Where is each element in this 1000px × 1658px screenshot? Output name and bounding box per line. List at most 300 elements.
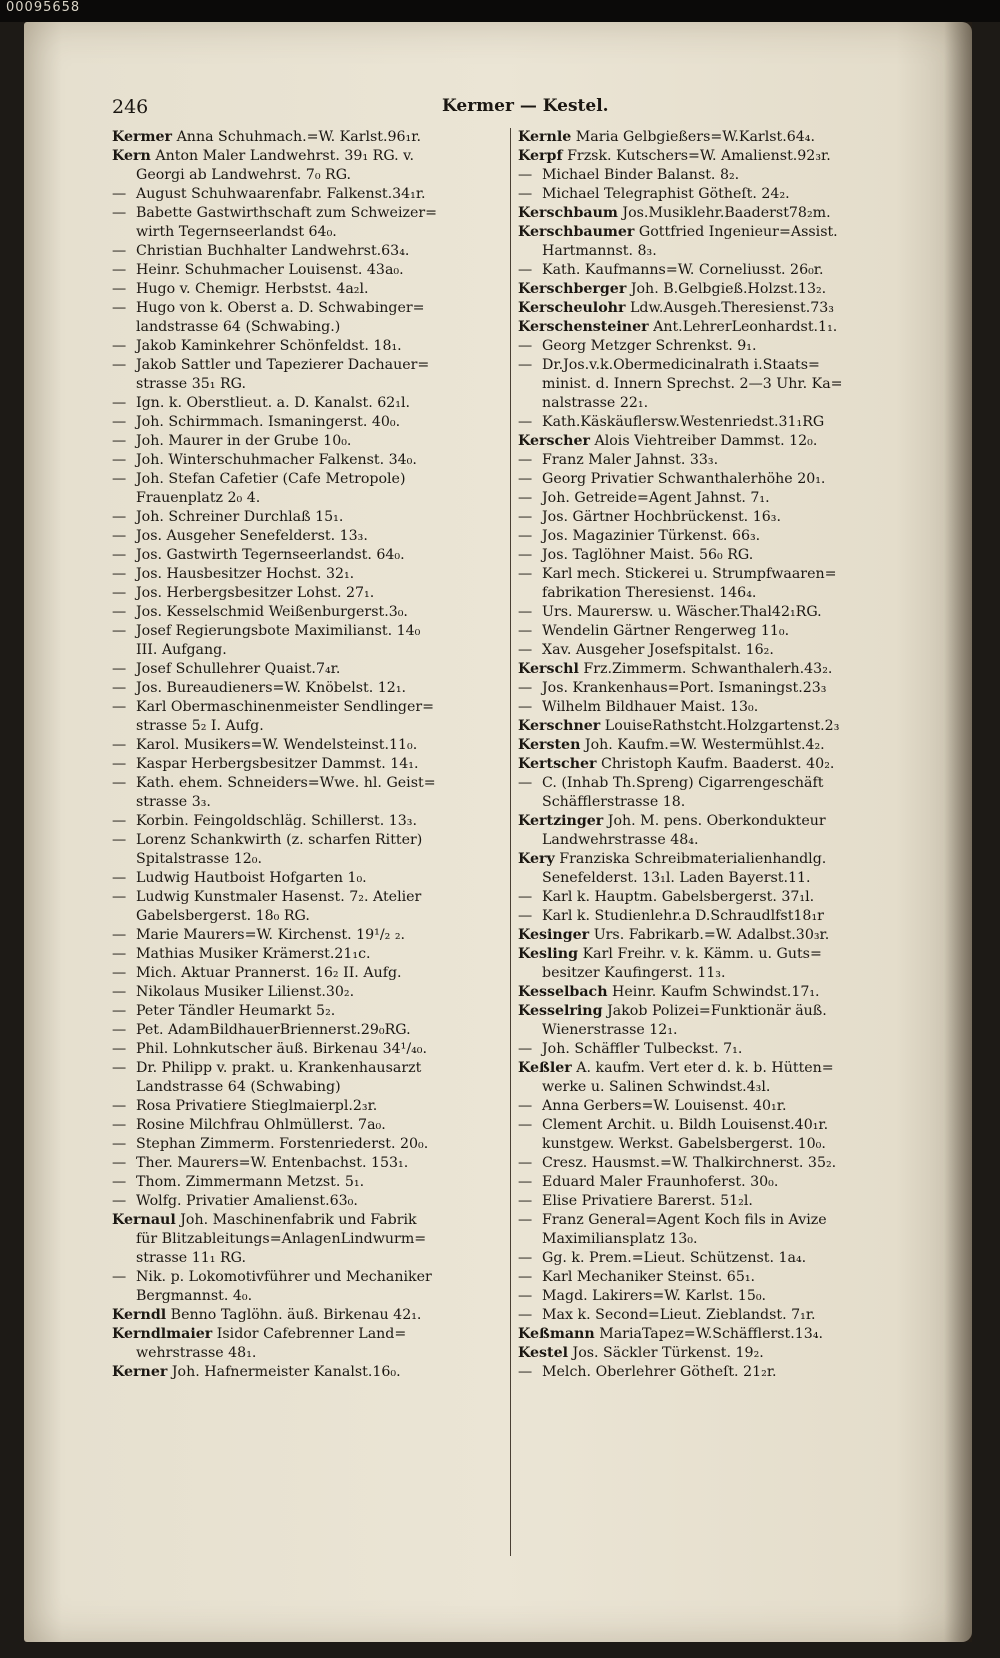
directory-entry: [518, 147, 898, 166]
entry-line: [112, 432, 492, 451]
ditto-dash: —: [518, 1212, 533, 1228]
directory-entry: [518, 755, 898, 774]
entry-line: [518, 1363, 898, 1382]
entry-line: [112, 755, 492, 774]
entry-line: [112, 964, 492, 983]
directory-entry: [518, 356, 898, 413]
entry-text: Eduard Maler Fraunhoferst. 30₀.: [542, 1174, 779, 1190]
entry-text: Lorenz Schankwirth (z. scharfen Ritter): [136, 832, 423, 848]
entry-text: Phil. Lohnkutscher äuß. Birkenau 34¹/₄₀.: [136, 1041, 427, 1057]
ditto-dash: —: [112, 395, 127, 411]
entry-continuation-line: [518, 831, 898, 850]
entry-surname: Kerschbaum: [518, 205, 618, 221]
entry-line: [112, 983, 492, 1002]
entry-line: [518, 1116, 898, 1135]
ditto-dash: —: [518, 471, 533, 487]
entry-line: [518, 926, 898, 945]
directory-entry: [518, 185, 898, 204]
entry-text: A. kaufm. Vert eter d. k. b. Hütten=: [576, 1060, 834, 1076]
directory-entry: [518, 261, 898, 280]
entry-text: Stephan Zimmerm. Forstenriederst. 20₀.: [136, 1136, 429, 1152]
directory-entry: [518, 1287, 898, 1306]
entry-continuation-text: Georgi ab Landwehrst. 7₀ RG.: [136, 167, 352, 183]
entry-line: [518, 679, 898, 698]
directory-entry: [112, 698, 492, 736]
directory-entry: [112, 926, 492, 945]
entry-surname: Kesinger: [518, 927, 590, 943]
directory-entry: [112, 242, 492, 261]
ditto-dash: —: [112, 927, 127, 943]
page-edge-shadow: [944, 22, 972, 1642]
entry-text: Anna Gerbers=W. Louisenst. 40₁r.: [542, 1098, 787, 1114]
entry-text: Urs. Maurersw. u. Wäscher.Thal42₁RG.: [542, 604, 822, 620]
entry-line: [518, 622, 898, 641]
entry-line: [112, 831, 492, 850]
entry-line: [112, 280, 492, 299]
entry-text: Jos. Gastwirth Tegernseerlandst. 64₀.: [136, 547, 405, 563]
directory-entry: [518, 565, 898, 603]
directory-entry: [112, 299, 492, 337]
directory-entry: [112, 432, 492, 451]
entry-text: Ther. Maurers=W. Entenbachst. 153₁.: [136, 1155, 409, 1171]
entry-line: [518, 736, 898, 755]
entry-text: Jos. Säckler Türkenst. 19₂.: [572, 1345, 764, 1361]
entry-surname: Kerschl: [518, 661, 579, 677]
directory-entry: [112, 1154, 492, 1173]
entry-line: [112, 869, 492, 888]
entry-text: Jos. Kesselschmid Weißenburgerst.3₀.: [136, 604, 408, 620]
ditto-dash: —: [112, 509, 127, 525]
entry-continuation-text: Bergmannst. 4₀.: [136, 1288, 253, 1304]
entry-line: [518, 1059, 898, 1078]
entry-continuation-text: Frauenplatz 2₀ 4.: [136, 490, 261, 506]
entry-line: [112, 413, 492, 432]
entry-line: [112, 660, 492, 679]
entry-text: Josef Regierungsbote Maximilianst. 14₀: [136, 623, 421, 639]
ditto-dash: —: [112, 1022, 127, 1038]
directory-entry: [518, 489, 898, 508]
entry-text: Xav. Ausgeher Josefspitalst. 16₂.: [542, 642, 774, 658]
entry-surname: Keßler: [518, 1060, 572, 1076]
ditto-dash: —: [518, 1041, 533, 1057]
directory-entry: [518, 413, 898, 432]
ditto-dash: —: [518, 699, 533, 715]
directory-entry: [518, 641, 898, 660]
entry-line: [112, 261, 492, 280]
entry-line: [112, 394, 492, 413]
entry-line: [112, 603, 492, 622]
entry-line: [518, 660, 898, 679]
ditto-dash: —: [518, 452, 533, 468]
entry-continuation-line: [518, 1078, 898, 1097]
entry-text: Karl k. Hauptm. Gabelsbergerst. 37₁l.: [542, 889, 815, 905]
directory-entry: [518, 451, 898, 470]
directory-entry: [518, 223, 898, 261]
directory-entry: [112, 1002, 492, 1021]
entry-text: Jakob Kaminkehrer Schönfeldst. 18₁.: [136, 338, 402, 354]
ditto-dash: —: [112, 452, 127, 468]
entry-line: [112, 1306, 492, 1325]
ditto-dash: —: [112, 262, 127, 278]
entry-line: [112, 128, 492, 147]
ditto-dash: —: [112, 585, 127, 601]
entry-continuation-line: [518, 1135, 898, 1154]
entry-continuation-text: Schäfflerstrasse 18.: [542, 794, 686, 810]
entry-continuation-line: [112, 1249, 492, 1268]
entry-text: Jos. Hausbesitzer Hochst. 32₁.: [136, 566, 355, 582]
entry-text: Joh. Winterschuhmacher Falkenst. 34₀.: [136, 452, 417, 468]
directory-entry: [112, 584, 492, 603]
ditto-dash: —: [518, 1155, 533, 1171]
entry-text: Georg Metzger Schrenkst. 9₁.: [542, 338, 757, 354]
entry-text: Kath.Käskäuflersw.Westenriedst.31₁RG: [542, 414, 825, 430]
entry-continuation-line: [518, 375, 898, 394]
directory-entry: [518, 432, 898, 451]
ditto-dash: —: [112, 870, 127, 886]
entry-continuation-line: [112, 1344, 492, 1363]
ditto-dash: —: [112, 699, 127, 715]
entry-text: Babette Gastwirthschaft zum Schweizer=: [136, 205, 438, 221]
ditto-dash: —: [112, 433, 127, 449]
directory-entry: [518, 1173, 898, 1192]
directory-entry: [518, 1306, 898, 1325]
entry-line: [518, 641, 898, 660]
entry-line: [518, 812, 898, 831]
entry-text: Joh. B.Gelbgieß.Holzst.13₂.: [630, 281, 827, 297]
directory-entry: [112, 527, 492, 546]
directory-entry: [518, 1211, 898, 1249]
entry-continuation-text: nalstrasse 22₁.: [542, 395, 649, 411]
entry-text: Frz.Zimmerm. Schwanthalerh.43₂.: [583, 661, 833, 677]
directory-entry: [518, 1344, 898, 1363]
entry-text: Joh. Getreide=Agent Jahnst. 7₁.: [542, 490, 770, 506]
entry-text: Benno Taglöhn. äuß. Birkenau 42₁.: [170, 1307, 422, 1323]
directory-entry: [112, 964, 492, 983]
running-head: Kermer — Kestel.: [442, 96, 609, 116]
entry-text: Ldw.Ausgeh.Theresienst.73₃: [629, 300, 834, 316]
ditto-dash: —: [518, 623, 533, 639]
entry-text: Josef Schullehrer Quaist.7₄r.: [136, 661, 341, 677]
entry-continuation-text: strasse 3₃.: [136, 794, 211, 810]
entry-line: [518, 1287, 898, 1306]
entry-line: [112, 1135, 492, 1154]
column-right: [518, 128, 898, 1382]
entry-line: [112, 527, 492, 546]
ditto-dash: —: [112, 984, 127, 1000]
entry-text: Anton Maler Landwehrst. 39₁ RG. v.: [155, 148, 415, 164]
entry-text: Clement Archit. u. Bildh Louisenst.40₁r.: [542, 1117, 829, 1133]
ditto-dash: —: [112, 1155, 127, 1171]
entry-continuation-text: III. Aufgang.: [136, 642, 227, 658]
entry-text: Mich. Aktuar Prannerst. 16₂ II. Aufg.: [136, 965, 402, 981]
entry-text: Joh. Stefan Cafetier (Cafe Metropole): [136, 471, 406, 487]
directory-entry: [518, 1002, 898, 1040]
entry-surname: Kertscher: [518, 756, 597, 772]
ditto-dash: —: [112, 680, 127, 696]
entry-line: [112, 1173, 492, 1192]
entry-text: Joh. Maurer in der Grube 10₀.: [136, 433, 352, 449]
entry-line: [518, 527, 898, 546]
entry-text: Ign. k. Oberstlieut. a. D. Kanalst. 62₁l.: [136, 395, 411, 411]
entry-line: [112, 508, 492, 527]
entry-line: [518, 280, 898, 299]
entry-text: Franziska Schreibmaterialienhandlg.: [559, 851, 827, 867]
directory-entry: [112, 755, 492, 774]
entry-line: [518, 356, 898, 375]
directory-entry: [518, 546, 898, 565]
entry-continuation-text: wirth Tegernseerlandst 64₀.: [136, 224, 337, 240]
directory-entry: [518, 470, 898, 489]
ditto-dash: —: [518, 1364, 533, 1380]
entry-text: Ludwig Hautboist Hofgarten 1₀.: [136, 870, 367, 886]
entry-surname: Kerpf: [518, 148, 563, 164]
entry-line: [518, 128, 898, 147]
entry-line: [518, 717, 898, 736]
directory-entry: [112, 204, 492, 242]
entry-continuation-line: [112, 166, 492, 185]
entry-text: Franz General=Agent Koch fils in Avize: [542, 1212, 827, 1228]
directory-entry: [518, 603, 898, 622]
entry-line: [112, 1268, 492, 1287]
directory-entry: [112, 1059, 492, 1097]
entry-line: [112, 185, 492, 204]
scan-frame-top: [0, 0, 1000, 22]
directory-entry: [518, 698, 898, 717]
entry-text: Gottfried Ingenieur=Assist.: [638, 224, 838, 240]
entry-text: Jos. Herbergsbesitzer Lohst. 27₁.: [136, 585, 375, 601]
directory-entry: [518, 983, 898, 1002]
directory-entry: [518, 1325, 898, 1344]
entry-line: [518, 1040, 898, 1059]
ditto-dash: —: [112, 965, 127, 981]
entry-line: [518, 337, 898, 356]
entry-text: Karl Obermaschinenmeister Sendlinger=: [136, 699, 435, 715]
entry-text: Heinr. Kaufm Schwindst.17₁.: [612, 984, 820, 1000]
entry-continuation-text: strasse 11₁ RG.: [136, 1250, 246, 1266]
entry-text: Karl k. Studienlehr.a D.Schraudlfst18₁r: [542, 908, 824, 924]
ditto-dash: —: [112, 338, 127, 354]
directory-entry: [112, 451, 492, 470]
entry-text: Ludwig Kunstmaler Hasenst. 7₂. Atelier: [136, 889, 422, 905]
entry-continuation-line: [112, 375, 492, 394]
entry-surname: Kerndlmaier: [112, 1326, 213, 1342]
entry-line: [112, 204, 492, 223]
entry-line: [518, 432, 898, 451]
entry-text: Mathias Musiker Krämerst.21₁c.: [136, 946, 371, 962]
entry-line: [518, 1306, 898, 1325]
directory-entry: [518, 945, 898, 983]
entry-text: Wilhelm Bildhauer Maist. 13₀.: [542, 699, 759, 715]
entry-text: Karl mech. Stickerei u. Strumpfwaaren=: [542, 566, 837, 582]
directory-entry: [112, 603, 492, 622]
ditto-dash: —: [112, 1117, 127, 1133]
entry-text: Anna Schuhmach.=W. Karlst.96₁r.: [176, 129, 421, 145]
entry-text: Franz Maler Jahnst. 33₃.: [542, 452, 719, 468]
entry-surname: Kerndl: [112, 1307, 167, 1323]
ditto-dash: —: [518, 642, 533, 658]
entry-continuation-line: [518, 394, 898, 413]
entry-text: Magd. Lakirers=W. Karlst. 15₀.: [542, 1288, 767, 1304]
ditto-dash: —: [518, 1269, 533, 1285]
ditto-dash: —: [112, 604, 127, 620]
directory-entry: [518, 1268, 898, 1287]
entry-text: Jos. Bureaudieners=W. Knöbelst. 12₁.: [136, 680, 407, 696]
entry-continuation-text: fabrikation Theresienst. 146₄.: [542, 585, 757, 601]
entry-text: Karl Mechaniker Steinst. 65₁.: [542, 1269, 756, 1285]
entry-line: [518, 261, 898, 280]
directory-entry: [518, 1059, 898, 1097]
entry-continuation-text: Spitalstrasse 12₀.: [136, 851, 262, 867]
directory-entry: [112, 1306, 492, 1325]
directory-entry: [112, 185, 492, 204]
ditto-dash: —: [518, 547, 533, 563]
entry-text: Michael Telegraphist Götheſt. 24₂.: [542, 186, 790, 202]
entry-text: Jakob Sattler und Tapezierer Dachauer=: [136, 357, 430, 373]
entry-line: [112, 1192, 492, 1211]
directory-entry: [112, 1192, 492, 1211]
entry-line: [518, 1325, 898, 1344]
entry-line: [112, 1211, 492, 1230]
directory-entry: [112, 261, 492, 280]
directory-entry: [112, 1173, 492, 1192]
entry-continuation-text: strasse 35₁ RG.: [136, 376, 246, 392]
entry-surname: Kerschberger: [518, 281, 627, 297]
entry-text: August Schuhwaarenfabr. Falkenst.34₁r.: [136, 186, 426, 202]
entry-line: [112, 888, 492, 907]
directory-entry: [518, 1097, 898, 1116]
directory-entry: [518, 318, 898, 337]
entry-text: Ant.LehrerLeonhardst.1₁.: [653, 319, 838, 335]
directory-entry: [112, 1116, 492, 1135]
entry-surname: Kersten: [518, 737, 581, 753]
entry-line: [112, 1040, 492, 1059]
entry-continuation-line: [112, 223, 492, 242]
entry-line: [518, 1154, 898, 1173]
entry-text: Karl Freihr. v. k. Kämm. u. Guts=: [582, 946, 822, 962]
entry-text: Nikolaus Musiker Lilienst.30₂.: [136, 984, 355, 1000]
entry-text: Wendelin Gärtner Rengerweg 11₀.: [542, 623, 790, 639]
ditto-dash: —: [112, 1060, 127, 1076]
entry-text: Peter Tändler Heumarkt 5₂.: [136, 1003, 336, 1019]
ditto-dash: —: [518, 186, 533, 202]
entry-text: Jakob Polizei=Funktionär äuß.: [607, 1003, 827, 1019]
directory-entry: [112, 1325, 492, 1363]
entry-surname: Kerschbaumer: [518, 224, 635, 240]
entry-line: [112, 242, 492, 261]
entry-continuation-text: kunstgew. Werkst. Gabelsbergerst. 10₀.: [542, 1136, 826, 1152]
entry-text: Kath. Kaufmanns=W. Corneliusst. 26₀r.: [542, 262, 824, 278]
entry-line: [112, 356, 492, 375]
entry-text: Maria Gelbgießers=W.Karlst.64₄.: [575, 129, 815, 145]
entry-surname: Kesling: [518, 946, 579, 962]
directory-entry: [518, 204, 898, 223]
entry-continuation-line: [112, 1230, 492, 1249]
entry-continuation-line: [112, 717, 492, 736]
ditto-dash: —: [112, 1193, 127, 1209]
entry-continuation-line: [112, 1078, 492, 1097]
entry-line: [112, 1116, 492, 1135]
entry-line: [518, 755, 898, 774]
entry-text: Isidor Cafebrenner Land=: [216, 1326, 407, 1342]
ditto-dash: —: [112, 1174, 127, 1190]
ditto-dash: —: [518, 528, 533, 544]
entry-continuation-text: Maximiliansplatz 13₀.: [542, 1231, 698, 1247]
directory-entry: [518, 527, 898, 546]
directory-entry: [112, 565, 492, 584]
entry-text: Rosine Milchfrau Ohlmüllerst. 7a₀.: [136, 1117, 386, 1133]
ditto-dash: —: [112, 832, 127, 848]
entry-surname: Kerscheulohr: [518, 300, 626, 316]
page-number: 246: [112, 96, 149, 118]
entry-continuation-text: strasse 5₂ I. Aufg.: [136, 718, 264, 734]
entry-line: [112, 1325, 492, 1344]
directory-entry: [518, 1154, 898, 1173]
directory-entry: [518, 736, 898, 755]
entry-line: [112, 736, 492, 755]
entry-text: Kaspar Herbergsbesitzer Dammst. 14₁.: [136, 756, 419, 772]
ditto-dash: —: [518, 490, 533, 506]
ditto-dash: —: [518, 908, 533, 924]
entry-line: [112, 565, 492, 584]
entry-text: Jos. Krankenhaus=Port. Ismaningst.23₃: [542, 680, 827, 696]
entry-surname: Kerschner: [518, 718, 601, 734]
entry-continuation-line: [112, 489, 492, 508]
directory-entry: [518, 774, 898, 812]
directory-entry: [112, 774, 492, 812]
entry-text: Joh. M. pens. Oberkondukteur: [607, 813, 826, 829]
entry-text: Thom. Zimmermann Metzst. 5₁.: [136, 1174, 365, 1190]
entry-text: Frzsk. Kutschers=W. Amalienst.92₃r.: [567, 148, 831, 164]
entry-continuation-text: wehrstrasse 48₁.: [136, 1345, 257, 1361]
entry-line: [112, 945, 492, 964]
entry-line: [112, 698, 492, 717]
entry-surname: Keßmann: [518, 1326, 595, 1342]
directory-entry: [112, 1211, 492, 1268]
ditto-dash: —: [112, 889, 127, 905]
ditto-dash: —: [518, 338, 533, 354]
ditto-dash: —: [518, 1193, 533, 1209]
ditto-dash: —: [518, 680, 533, 696]
ditto-dash: —: [112, 1098, 127, 1114]
entry-surname: Kertzinger: [518, 813, 604, 829]
directory-entry: [112, 356, 492, 394]
entry-line: [518, 888, 898, 907]
directory-entry: [112, 1021, 492, 1040]
ditto-dash: —: [518, 1250, 533, 1266]
entry-text: Christian Buchhalter Landwehrst.63₄.: [136, 243, 410, 259]
entry-line: [518, 1173, 898, 1192]
entry-text: Jos. Gärtner Hochbrückenst. 16₃.: [542, 509, 781, 525]
directory-entry: [112, 1135, 492, 1154]
entry-line: [518, 413, 898, 432]
directory-entry: [518, 166, 898, 185]
entry-line: [518, 850, 898, 869]
entry-line: [518, 774, 898, 793]
ditto-dash: —: [112, 775, 127, 791]
entry-line: [518, 470, 898, 489]
directory-entry: [518, 888, 898, 907]
ditto-dash: —: [518, 566, 533, 582]
directory-entry: [518, 717, 898, 736]
entry-text: Jos. Magazinier Türkenst. 66₃.: [542, 528, 761, 544]
ditto-dash: —: [518, 357, 533, 373]
directory-entry: [518, 280, 898, 299]
ditto-dash: —: [112, 566, 127, 582]
entry-line: [518, 1097, 898, 1116]
ditto-dash: —: [518, 889, 533, 905]
ditto-dash: —: [518, 414, 533, 430]
directory-entry: [112, 660, 492, 679]
